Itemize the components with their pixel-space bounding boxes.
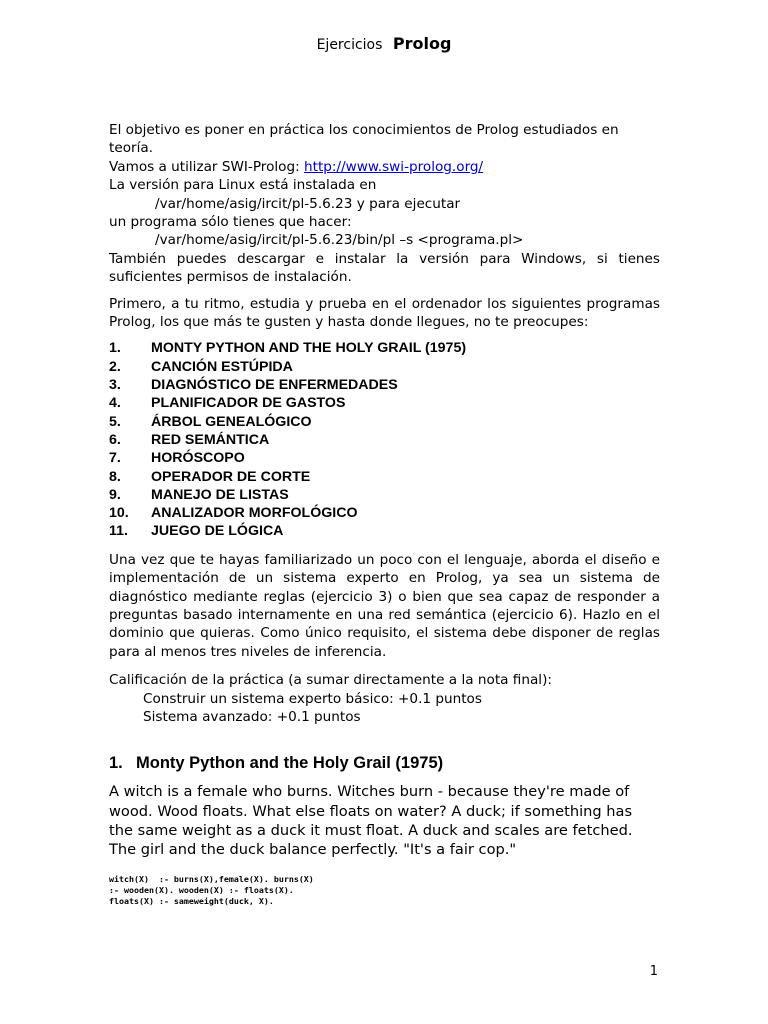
list-item xyxy=(109,394,660,412)
list-item-number: 1. xyxy=(109,340,121,357)
list-item xyxy=(109,504,660,522)
primero-paragraph: Primero, a tu ritmo, estudia y prueba en el ordenador los siguientes programas Prolog, los que más te gusten y hasta donde llegues, no te preocupes: xyxy=(109,295,660,331)
list-item-number: 11. xyxy=(109,523,128,540)
section-description: A witch is a female who burns. Witches burn - because they're made of wood. Wood floats. What else floats on water? A duck; if something has the same weight as a duck it must float. A duck and scales are fetched. The girl and the duck balance perfectly. "It's a fair cop." xyxy=(109,783,633,859)
intro-line-1: El objetivo es poner en práctica los conocimientos de Prolog estudiados en teoría. xyxy=(109,122,619,157)
header-brand: Prolog xyxy=(392,34,452,53)
list-item xyxy=(109,358,660,376)
list-item-number: 7. xyxy=(109,450,121,467)
program-list xyxy=(109,339,660,540)
list-item-label: DIAGNÓSTICO DE ENFERMEDADES xyxy=(151,377,398,394)
section-number: 1. xyxy=(109,754,123,773)
list-item-label: MANEJO DE LISTAS xyxy=(151,486,289,503)
list-item xyxy=(109,413,660,431)
list-item-number: 2. xyxy=(109,358,121,375)
list-item xyxy=(109,339,660,357)
list-item-label: RED SEMÁNTICA xyxy=(151,431,270,448)
document-body xyxy=(109,121,660,907)
list-item xyxy=(109,522,660,540)
list-item-number: 4. xyxy=(109,395,121,412)
list-item-number: 9. xyxy=(109,486,121,503)
grading-item-basic: Construir un sistema experto básico: +0.1 puntos xyxy=(143,690,482,707)
section-title: Monty Python and the Holy Grail (1975) xyxy=(136,754,444,773)
list-item-label: JUEGO DE LÓGICA xyxy=(151,523,284,540)
header-subject: Ejercicios xyxy=(316,37,383,53)
intro-line-3: La versión para Linux está instalada en xyxy=(109,177,377,194)
swi-prolog-link[interactable]: http://www.swi-prolog.org/ xyxy=(304,158,484,175)
list-item-number: 8. xyxy=(109,468,121,485)
intro-line-2 xyxy=(109,158,660,176)
list-item-number: 6. xyxy=(109,431,121,448)
list-item-number: 3. xyxy=(109,377,121,394)
intro-line-5: También puedes descargar e instalar la versión para Windows, si tienes suficientes permisos de instalación. xyxy=(109,250,660,286)
code-line: witch(X) :- burns(X),female(X). burns(X) xyxy=(109,873,314,884)
run-command: /var/home/asig/ircit/pl-5.6.23/bin/pl –s <programa.pl> xyxy=(155,232,524,249)
list-item-label: ÁRBOL GENEALÓGICO xyxy=(151,413,312,430)
section-heading xyxy=(109,752,660,774)
list-item xyxy=(109,486,660,504)
expert-system-paragraph: Una vez que te hayas familiarizado un poco con el lenguaje, aborda el diseño e implementación de un sistema experto en Prolog, ya sea un sistema de diagnóstico mediante reglas (ejercicio 3) o bien que sea capaz de responder a preguntas basado internamente en una red semántica (ejercicio 6). Hazlo en el dominio que quieras. Como único requisito, el sistema debe disponer de reglas para al menos tres niveles de inferencia. xyxy=(109,551,660,660)
intro-line-4: un programa sólo tienes que hacer: xyxy=(109,214,352,231)
grading-item-advanced: Sistema avanzado: +0.1 puntos xyxy=(143,708,361,725)
code-block xyxy=(109,874,660,907)
install-path: /var/home/asig/ircit/pl-5.6.23 y para ejecutar xyxy=(155,195,461,212)
grading-title: Calificación de la práctica (a sumar directamente a la nota final): xyxy=(109,672,552,689)
page-header xyxy=(0,34,768,53)
list-item xyxy=(109,468,660,486)
list-item-label: ANALIZADOR MORFOLÓGICO xyxy=(151,505,358,522)
list-item-label: PLANIFICADOR DE GASTOS xyxy=(151,395,346,412)
list-item xyxy=(109,449,660,467)
intro-line-2-text: Vamos a utilizar SWI-Prolog: xyxy=(109,158,305,175)
code-line: :- wooden(X). wooden(X) :- floats(X). xyxy=(109,884,294,895)
list-item-label: MONTY PYTHON AND THE HOLY GRAIL (1975) xyxy=(151,340,467,357)
list-item-label: OPERADOR DE CORTE xyxy=(151,468,311,485)
list-item-label: CANCIÓN ESTÚPIDA xyxy=(151,358,293,375)
code-line: floats(X) :- sameweight(duck, X). xyxy=(109,895,274,906)
list-item-number: 10. xyxy=(109,505,129,522)
page-number: 1 xyxy=(649,964,658,979)
list-item xyxy=(109,431,660,449)
list-item-label: HORÓSCOPO xyxy=(151,450,245,467)
list-item-number: 5. xyxy=(109,413,121,430)
list-item xyxy=(109,376,660,394)
